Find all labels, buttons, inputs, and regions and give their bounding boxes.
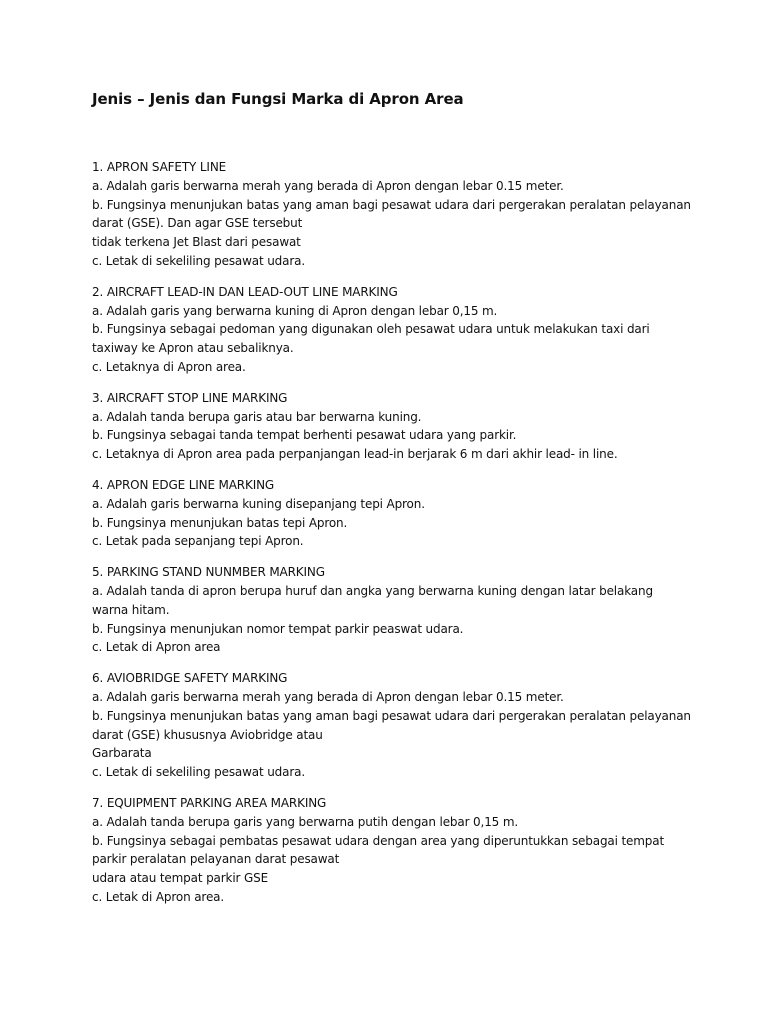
section-text-line: a. Adalah garis berwarna merah yang berada di Apron dengan lebar 0.15 meter.	[92, 178, 564, 193]
section-text-line: c. Letak di sekeliling pesawat udara.	[92, 253, 306, 268]
section-text-line: a. Adalah garis yang berwarna kuning di Apron dengan lebar 0,15 m.	[92, 303, 498, 318]
section-6	[92, 669, 712, 782]
section-text-line: b. Fungsinya sebagai tanda tempat berhenti pesawat udara yang parkir.	[92, 428, 517, 443]
section-text-line: a. Adalah tanda berupa garis atau bar berwarna kuning.	[92, 409, 422, 424]
section-heading: 6. AVIOBRIDGE SAFETY MARKING	[92, 671, 288, 686]
section-text-line: b. Fungsinya menunjukan nomor tempat parkir peaswat udara.	[92, 621, 464, 636]
section-4	[92, 476, 712, 551]
section-text-line: b. Fungsinya menunjukan batas tepi Apron.	[92, 515, 348, 530]
document-page	[92, 88, 712, 919]
section-text-line: darat (GSE) khususnya Aviobridge atau	[92, 727, 323, 742]
section-text-line: c. Letak pada sepanjang tepi Apron.	[92, 534, 304, 549]
section-text-line: a. Adalah garis berwarna kuning disepanjang tepi Apron.	[92, 496, 425, 511]
section-text-line: taxiway ke Apron atau sebaliknya.	[92, 341, 294, 356]
section-text-line: c. Letaknya di Apron area.	[92, 359, 246, 374]
section-text-line: b. Fungsinya sebagai pembatas pesawat udara dengan area yang diperuntukkan sebagai tempat	[92, 833, 665, 848]
section-text-line: c. Letak di Apron area.	[92, 889, 225, 904]
section-text-line: darat (GSE). Dan agar GSE tersebut	[92, 216, 303, 231]
section-3	[92, 389, 712, 464]
section-2	[92, 283, 712, 377]
section-text-line: Garbarata	[92, 746, 152, 761]
section-text-line: c. Letak di sekeliling pesawat udara.	[92, 765, 306, 780]
section-text-line: tidak terkena Jet Blast dari pesawat	[92, 235, 301, 250]
section-heading: 5. PARKING STAND NUNMBER MARKING	[92, 565, 325, 580]
section-text-line: b. Fungsinya menunjukan batas yang aman bagi pesawat udara dari pergerakan peralatan pelayanan	[92, 708, 691, 723]
section-heading: 1. APRON SAFETY LINE	[92, 160, 227, 174]
section-text-line: parkir peralatan pelayanan darat pesawat	[92, 852, 340, 867]
section-1	[92, 158, 712, 271]
section-text-line: a. Adalah garis berwarna merah yang berada di Apron dengan lebar 0.15 meter.	[92, 689, 564, 704]
section-text-line: b. Fungsinya sebagai pedoman yang digunakan oleh pesawat udara untuk melakukan taxi dari	[92, 322, 650, 337]
section-text-line: c. Letaknya di Apron area pada perpanjangan lead-in berjarak 6 m dari akhir lead- in line.	[92, 447, 618, 462]
section-heading: 3. AIRCRAFT STOP LINE MARKING	[92, 390, 288, 405]
section-heading: 7. EQUIPMENT PARKING AREA MARKING	[92, 795, 327, 810]
section-heading: 2. AIRCRAFT LEAD-IN DAN LEAD-OUT LINE MARKING	[92, 284, 398, 299]
section-text-line: warna hitam.	[92, 602, 170, 617]
section-heading: 4. APRON EDGE LINE MARKING	[92, 477, 275, 492]
section-text-line: c. Letak di Apron area	[92, 640, 221, 655]
document-title: Jenis – Jenis dan Fungsi Marka di Apron Area	[92, 90, 464, 108]
section-text-line: a. Adalah tanda di apron berupa huruf dan angka yang berwarna kuning dengan latar belakang	[92, 583, 653, 598]
section-7	[92, 794, 712, 907]
sections-container	[92, 158, 712, 907]
section-text-line: b. Fungsinya menunjukan batas yang aman bagi pesawat udara dari pergerakan peralatan pelayanan	[92, 197, 691, 212]
section-text-line: udara atau tempat parkir GSE	[92, 871, 269, 886]
section-5	[92, 563, 712, 657]
section-text-line: a. Adalah tanda berupa garis yang berwarna putih dengan lebar 0,15 m.	[92, 814, 519, 829]
